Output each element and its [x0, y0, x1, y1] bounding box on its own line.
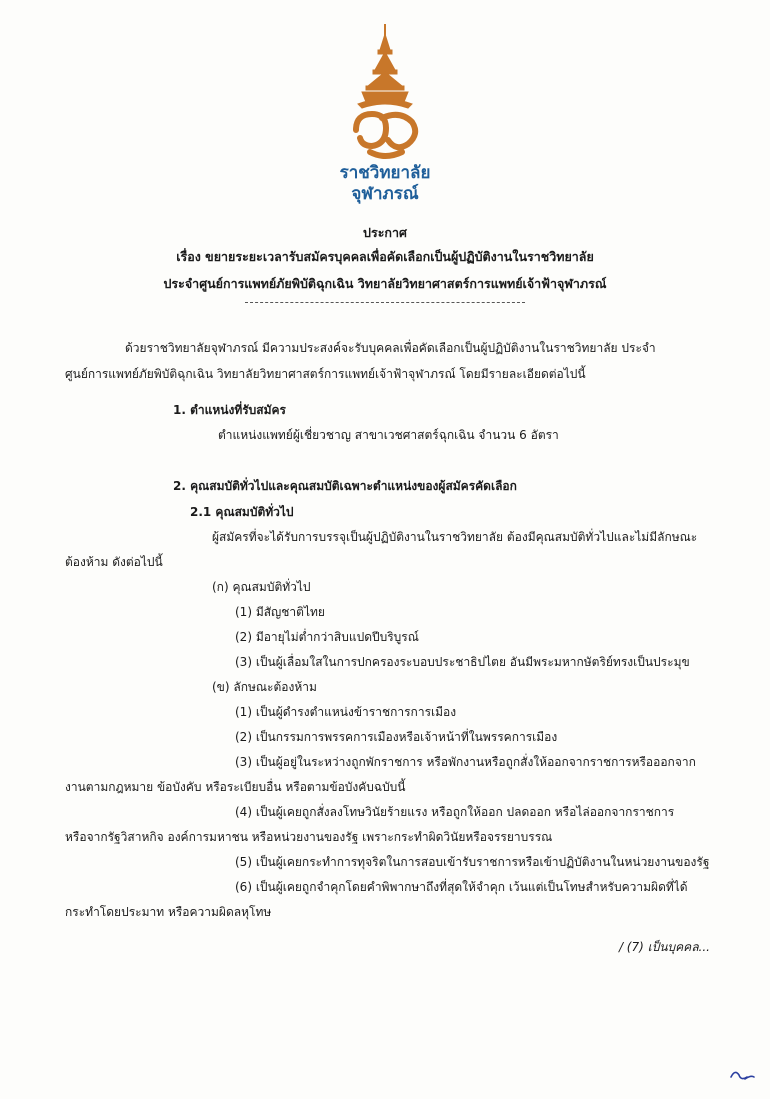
prohibition-2: (2) เป็นกรรมการพรรคการเมืองหรือเจ้าหน้าที่ในพรรคการเมือง — [235, 730, 558, 744]
prohibition-1: (1) เป็นผู้ดำรงตำแหน่งข้าราชการการเมือง — [235, 705, 457, 719]
institution-name-line2: จุฬาภรณ์ — [351, 184, 419, 204]
subject-line1: เรื่อง ขยายระยะเวลารับสมัครบุคคลเพื่อคัดเลือกเป็นผู้ปฏิบัติงานในราชวิทยาลัย — [176, 249, 594, 264]
section2-desc-line2: ต้องห้าม ดังต่อไปนี้ — [65, 555, 163, 569]
divider — [245, 302, 525, 303]
section2-heading: 2. คุณสมบัติทั่วไปและคุณสมบัติเฉพาะตำแหน่งของผู้สมัครคัดเลือก — [173, 479, 517, 493]
prohibition-3-line2: งานตามกฎหมาย ข้อบังคับ หรือระเบียบอื่น หรือตามข้อบังคับฉบับนี้ — [65, 780, 406, 794]
prohibition-6-line2: กระทำโดยประมาท หรือความผิดลหุโทษ — [65, 905, 272, 919]
qualification-3: (3) เป็นผู้เลื่อมใสในการปกครองระบอบประชาธิปไตย อันมีพระมหากษัตริย์ทรงเป็นประมุข — [235, 655, 690, 669]
institution-name-line1: ราชวิทยาลัย — [339, 163, 431, 183]
prohibition-5: (5) เป็นผู้เคยกระทำการทุจริตในการสอบเข้ารับราชการหรือเข้าปฏิบัติงานในหน่วยงานของรัฐ — [235, 855, 710, 869]
prohibition-6-line1: (6) เป็นผู้เคยถูกจำคุกโดยคำพิพากษาถึงที่สุดให้จำคุก เว้นแต่เป็นโทษสำหรับความผิดที่ได้ — [235, 880, 688, 894]
prohibition-4-line2: หรือจากรัฐวิสาหกิจ องค์การมหาชน หรือหน่วยงานของรัฐ เพราะกระทำผิดวินัยหรือจรรยาบรรณ — [65, 830, 553, 844]
prohibition-4-line1: (4) เป็นผู้เคยถูกสั่งลงโทษวินัยร้ายแรง หรือถูกให้ออก ปลดออก หรือไล่ออกจากราชการ — [235, 805, 675, 819]
announcement-title: ประกาศ — [363, 225, 407, 240]
qualification-1: (1) มีสัญชาติไทย — [235, 605, 325, 619]
prohibitions-heading: (ข) ลักษณะต้องห้าม — [212, 680, 317, 694]
prohibition-3-line1: (3) เป็นผู้อยู่ในระหว่างถูกพักราชการ หรือพักงานหรือถูกสั่งให้ออกจากราชการหรือออกจาก — [235, 755, 696, 769]
subject-line2: ประจำศูนย์การแพทย์ภัยพิบัติฉุกเฉิน วิทยาลัยวิทยาศาสตร์การแพทย์เจ้าฟ้าจุฬาภรณ์ — [163, 276, 607, 291]
handwritten-mark-icon — [727, 1065, 757, 1085]
intro-line2: ศูนย์การแพทย์ภัยพิบัติฉุกเฉิน วิทยาลัยวิทยาศาสตร์การแพทย์เจ้าฟ้าจุฬาภรณ์ โดยมีรายละเอียดต่อไปนี้ — [65, 367, 586, 381]
chulabhorn-emblem-icon — [330, 22, 440, 182]
section1-position: ตำแหน่งแพทย์ผู้เชี่ยวชาญ สาขาเวชศาสตร์ฉุกเฉิน จำนวน 6 อัตรา — [218, 428, 559, 442]
section1-heading: 1. ตำแหน่งที่รับสมัคร — [173, 403, 287, 417]
section2-1-heading: 2.1 คุณสมบัติทั่วไป — [190, 505, 294, 519]
qualification-2: (2) มีอายุไม่ต่ำกว่าสิบแปดปีบริบูรณ์ — [235, 630, 419, 644]
section2-desc-line1: ผู้สมัครที่จะได้รับการบรรจุเป็นผู้ปฏิบัติงานในราชวิทยาลัย ต้องมีคุณสมบัติทั่วไปและไม่มีลักษณะ — [212, 530, 698, 544]
intro-line1: ด้วยราชวิทยาลัยจุฬาภรณ์ มีความประสงค์จะรับบุคคลเพื่อคัดเลือกเป็นผู้ปฏิบัติงานในราชวิทยาลัย ประจำ — [125, 341, 656, 355]
continuation-note: / (7) เป็นบุคคล... — [618, 940, 710, 954]
qualifications-heading: (ก) คุณสมบัติทั่วไป — [212, 580, 311, 594]
